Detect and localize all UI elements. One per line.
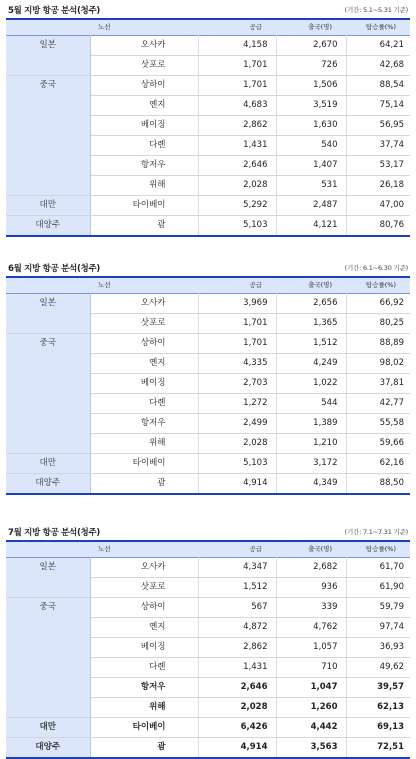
supply-cell: 2,862 (198, 638, 276, 658)
load-factor-cell: 88,89 (346, 334, 410, 354)
region-cell: 일본 (6, 558, 90, 598)
passengers-cell: 1,389 (276, 414, 346, 434)
supply-cell: 2,499 (198, 414, 276, 434)
passengers-cell: 1,022 (276, 374, 346, 394)
load-factor-cell: 47,00 (346, 196, 410, 216)
supply-cell: 2,703 (198, 374, 276, 394)
section-period: (기간: 6.1~6.30 기준) (344, 264, 408, 272)
load-factor-cell: 42,77 (346, 394, 410, 414)
load-factor-cell: 88,50 (346, 474, 410, 495)
city-cell: 위해 (90, 698, 198, 718)
section-header (6, 526, 410, 540)
city-cell: 베이징 (90, 116, 198, 136)
supply-cell: 5,103 (198, 216, 276, 237)
passengers-cell: 4,121 (276, 216, 346, 237)
load-factor-cell: 62,13 (346, 698, 410, 718)
col-header-load-factor: 탑승률(%) (346, 19, 410, 36)
supply-cell: 1,431 (198, 136, 276, 156)
route-table (6, 540, 410, 759)
section-period: (기간: 7.1~7.31 기준) (344, 528, 408, 536)
passengers-cell: 1,047 (276, 678, 346, 698)
passengers-cell: 936 (276, 578, 346, 598)
region-cell: 대양주 (6, 216, 90, 237)
route-table (6, 18, 410, 237)
passengers-cell: 1,365 (276, 314, 346, 334)
city-cell: 항저우 (90, 414, 198, 434)
analysis-section (6, 526, 410, 759)
load-factor-cell: 56,95 (346, 116, 410, 136)
load-factor-cell: 59,79 (346, 598, 410, 618)
load-factor-cell: 39,57 (346, 678, 410, 698)
city-cell: 타이베이 (90, 718, 198, 738)
col-header-passengers: 출국(명) (276, 277, 346, 294)
passengers-cell: 4,249 (276, 354, 346, 374)
table-body (6, 294, 410, 495)
city-cell: 괌 (90, 738, 198, 759)
city-cell: 오사카 (90, 558, 198, 578)
passengers-cell: 1,512 (276, 334, 346, 354)
load-factor-cell: 69,13 (346, 718, 410, 738)
passengers-cell: 339 (276, 598, 346, 618)
passengers-cell: 1,506 (276, 76, 346, 96)
col-header-supply: 공급 (198, 19, 276, 36)
route-table (6, 276, 410, 495)
col-header-supply: 공급 (198, 541, 276, 558)
section-title: 5월 지방 항공 분석(청주) (8, 6, 100, 16)
city-cell: 괌 (90, 216, 198, 237)
passengers-cell: 1,210 (276, 434, 346, 454)
passengers-cell: 3,563 (276, 738, 346, 759)
col-header-passengers: 출국(명) (276, 19, 346, 36)
supply-cell: 1,701 (198, 76, 276, 96)
table-row (6, 474, 410, 495)
region-cell: 대양주 (6, 738, 90, 759)
supply-cell: 4,683 (198, 96, 276, 116)
region-cell: 대만 (6, 718, 90, 738)
load-factor-cell: 61,90 (346, 578, 410, 598)
load-factor-cell: 49,62 (346, 658, 410, 678)
load-factor-cell: 59,66 (346, 434, 410, 454)
load-factor-cell: 98,02 (346, 354, 410, 374)
supply-cell: 1,431 (198, 658, 276, 678)
supply-cell: 1,701 (198, 334, 276, 354)
section-header (6, 262, 410, 276)
table-header-row (6, 277, 410, 294)
load-factor-cell: 26,18 (346, 176, 410, 196)
city-cell: 베이징 (90, 638, 198, 658)
passengers-cell: 3,519 (276, 96, 346, 116)
region-cell: 대만 (6, 196, 90, 216)
load-factor-cell: 64,21 (346, 36, 410, 56)
passengers-cell: 4,349 (276, 474, 346, 495)
city-cell: 항저우 (90, 678, 198, 698)
city-cell: 옌지 (90, 354, 198, 374)
supply-cell: 2,028 (198, 434, 276, 454)
passengers-cell: 3,172 (276, 454, 346, 474)
col-header-route: 노선 (6, 19, 198, 36)
region-cell: 중국 (6, 598, 90, 718)
col-header-route: 노선 (6, 541, 198, 558)
section-title: 7월 지방 항공 분석(청주) (8, 528, 100, 538)
table-row (6, 196, 410, 216)
section-header (6, 4, 410, 18)
load-factor-cell: 37,81 (346, 374, 410, 394)
supply-cell: 4,872 (198, 618, 276, 638)
table-row (6, 334, 410, 354)
table-row (6, 718, 410, 738)
load-factor-cell: 80,25 (346, 314, 410, 334)
passengers-cell: 710 (276, 658, 346, 678)
load-factor-cell: 37,74 (346, 136, 410, 156)
section-period: (기간: 5.1~5.31 기준) (344, 6, 408, 14)
city-cell: 위해 (90, 176, 198, 196)
analysis-section (6, 262, 410, 495)
region-cell: 중국 (6, 76, 90, 196)
supply-cell: 4,335 (198, 354, 276, 374)
supply-cell: 5,292 (198, 196, 276, 216)
table-row (6, 598, 410, 618)
col-header-load-factor: 탑승률(%) (346, 541, 410, 558)
supply-cell: 4,914 (198, 738, 276, 759)
load-factor-cell: 55,58 (346, 414, 410, 434)
table-body (6, 36, 410, 237)
supply-cell: 567 (198, 598, 276, 618)
passengers-cell: 726 (276, 56, 346, 76)
supply-cell: 4,158 (198, 36, 276, 56)
supply-cell: 2,862 (198, 116, 276, 136)
passengers-cell: 531 (276, 176, 346, 196)
city-cell: 오사카 (90, 36, 198, 56)
supply-cell: 1,272 (198, 394, 276, 414)
col-header-supply: 공급 (198, 277, 276, 294)
load-factor-cell: 42,68 (346, 56, 410, 76)
passengers-cell: 1,630 (276, 116, 346, 136)
supply-cell: 6,426 (198, 718, 276, 738)
section-title: 6월 지방 항공 분석(청주) (8, 264, 100, 274)
supply-cell: 2,028 (198, 698, 276, 718)
city-cell: 위해 (90, 434, 198, 454)
load-factor-cell: 36,93 (346, 638, 410, 658)
passengers-cell: 544 (276, 394, 346, 414)
passengers-cell: 1,057 (276, 638, 346, 658)
region-cell: 대만 (6, 454, 90, 474)
col-header-passengers: 출국(명) (276, 541, 346, 558)
passengers-cell: 2,656 (276, 294, 346, 314)
load-factor-cell: 61,70 (346, 558, 410, 578)
city-cell: 항저우 (90, 156, 198, 176)
supply-cell: 3,969 (198, 294, 276, 314)
city-cell: 삿포로 (90, 56, 198, 76)
table-row (6, 36, 410, 56)
table-row (6, 454, 410, 474)
table-header-row (6, 19, 410, 36)
load-factor-cell: 88,54 (346, 76, 410, 96)
supply-cell: 2,028 (198, 176, 276, 196)
city-cell: 다롄 (90, 658, 198, 678)
load-factor-cell: 53,17 (346, 156, 410, 176)
supply-cell: 4,914 (198, 474, 276, 495)
passengers-cell: 2,682 (276, 558, 346, 578)
city-cell: 삿포로 (90, 578, 198, 598)
analysis-section (6, 4, 410, 237)
supply-cell: 1,701 (198, 314, 276, 334)
supply-cell: 1,701 (198, 56, 276, 76)
table-row (6, 76, 410, 96)
city-cell: 상하이 (90, 598, 198, 618)
load-factor-cell: 97,74 (346, 618, 410, 638)
table-row (6, 558, 410, 578)
passengers-cell: 2,670 (276, 36, 346, 56)
table-row (6, 294, 410, 314)
load-factor-cell: 62,16 (346, 454, 410, 474)
city-cell: 옌지 (90, 618, 198, 638)
city-cell: 오사카 (90, 294, 198, 314)
passengers-cell: 1,407 (276, 156, 346, 176)
region-cell: 중국 (6, 334, 90, 454)
city-cell: 상하이 (90, 334, 198, 354)
city-cell: 다롄 (90, 394, 198, 414)
table-row (6, 738, 410, 759)
table-row (6, 216, 410, 237)
passengers-cell: 4,762 (276, 618, 346, 638)
passengers-cell: 1,260 (276, 698, 346, 718)
city-cell: 상하이 (90, 76, 198, 96)
table-header-row (6, 541, 410, 558)
col-header-route: 노선 (6, 277, 198, 294)
table-body (6, 558, 410, 759)
load-factor-cell: 72,51 (346, 738, 410, 759)
supply-cell: 2,646 (198, 156, 276, 176)
passengers-cell: 4,442 (276, 718, 346, 738)
load-factor-cell: 66,92 (346, 294, 410, 314)
city-cell: 다롄 (90, 136, 198, 156)
city-cell: 옌지 (90, 96, 198, 116)
col-header-load-factor: 탑승률(%) (346, 277, 410, 294)
city-cell: 괌 (90, 474, 198, 495)
region-cell: 대양주 (6, 474, 90, 495)
supply-cell: 2,646 (198, 678, 276, 698)
load-factor-cell: 80,76 (346, 216, 410, 237)
supply-cell: 1,512 (198, 578, 276, 598)
passengers-cell: 540 (276, 136, 346, 156)
region-cell: 일본 (6, 36, 90, 76)
city-cell: 타이베이 (90, 196, 198, 216)
city-cell: 삿포로 (90, 314, 198, 334)
passengers-cell: 2,487 (276, 196, 346, 216)
load-factor-cell: 75,14 (346, 96, 410, 116)
city-cell: 타이베이 (90, 454, 198, 474)
supply-cell: 5,103 (198, 454, 276, 474)
supply-cell: 4,347 (198, 558, 276, 578)
city-cell: 베이징 (90, 374, 198, 394)
region-cell: 일본 (6, 294, 90, 334)
